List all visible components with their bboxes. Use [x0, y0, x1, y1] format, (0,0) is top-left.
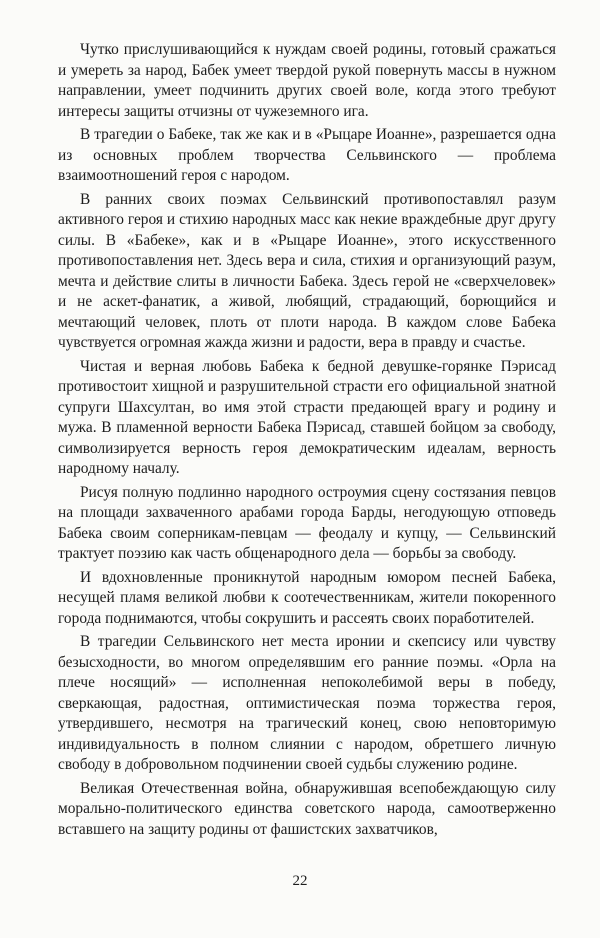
paragraph-8: Великая Отечественная война, обнаружившая всепобеждающую силу морально-политического единства советского народа, самоотверженно вставшего на защиту родины от фашистских захватчиков,: [58, 779, 556, 838]
page-number: 22: [292, 873, 308, 889]
paragraph-2: В трагедии о Бабеке, так же как и в «Рыцаре Иоанне», разрешается одна из основных проблем творчества Сельвинского — проблема взаимоотношений героя с народом.: [58, 126, 556, 184]
paragraph-6: И вдохновленные проникнутой народным юмором песней Бабека, несущей пламя великой любви к соотечественникам, жители покоренного города поднимаются, чтобы сокрушить и рассеять своих поработителей.: [58, 568, 556, 627]
paragraph-1: Чутко прислушивающийся к нуждам своей родины, готовый сражаться и умереть за народ, Бабек умеет твердой рукой повернуть массы в нужном направлении, умеет подчинить других своей воле, когда этого требуют интересы защиты отчизны от чужеземного ига.: [58, 41, 556, 120]
paragraph-4: Чистая и верная любовь Бабека к бедной девушке-горянке Пэрисад противостоит хищной и разрушительной страсти его официальной знатной супруги Шахсултан, во имя этой страсти предающей врагу и родину и мужа. В пламенной верности Бабека Пэрисад, ставшей бойцом за свободу, символизируется верность героя демократическим идеалам, верность народному началу.: [58, 357, 556, 477]
paragraph-7: В трагедии Сельвинского нет места иронии и скепсису или чувству безысходности, во многом определявшим его ранние поэмы. «Орла на плече носящий» — исполненная непоколебимой веры в победу, сверкающая, радостная, оптимистическая поэма торжества героя, утвердившего, несмотря на трагический конец, свою неповторимую индивидуальность в полном слиянии с народом, обретшего личную свободу в добровольном подчинении своей судьбы служению родине.: [58, 633, 556, 773]
body-text: [58, 40, 556, 843]
paragraph-5: Рисуя полную подлинно народного остроумия сцену состязания певцов на площади захваченного арабами города Барды, негодующую отповедь Бабека своим соперникам-певцам — феодалу и купцу, — Сельвинский трактует поэзию как часть общенародного дела — борьбы за свободу.: [58, 483, 556, 562]
paragraph-3: В ранних своих поэмах Сельвинский противопоставлял разум активного героя и стихию народных масс как некие враждебные друг другу силы. В «Бабеке», как и в «Рыцаре Иоанне», этого искусственного противопоставления нет. Здесь вера и сила, стихия и организующий разум, мечта и действие слиты в личности Бабека. Здесь герой не «сверхчеловек» и не аскет-фанатик, а живой, любящий, страдающий, борющийся и мечтающий человек, плоть от плоти народа. В каждом слове Бабека чувствуется огромная жажда жизни и радости, вера в правду и счастье.: [58, 190, 556, 351]
